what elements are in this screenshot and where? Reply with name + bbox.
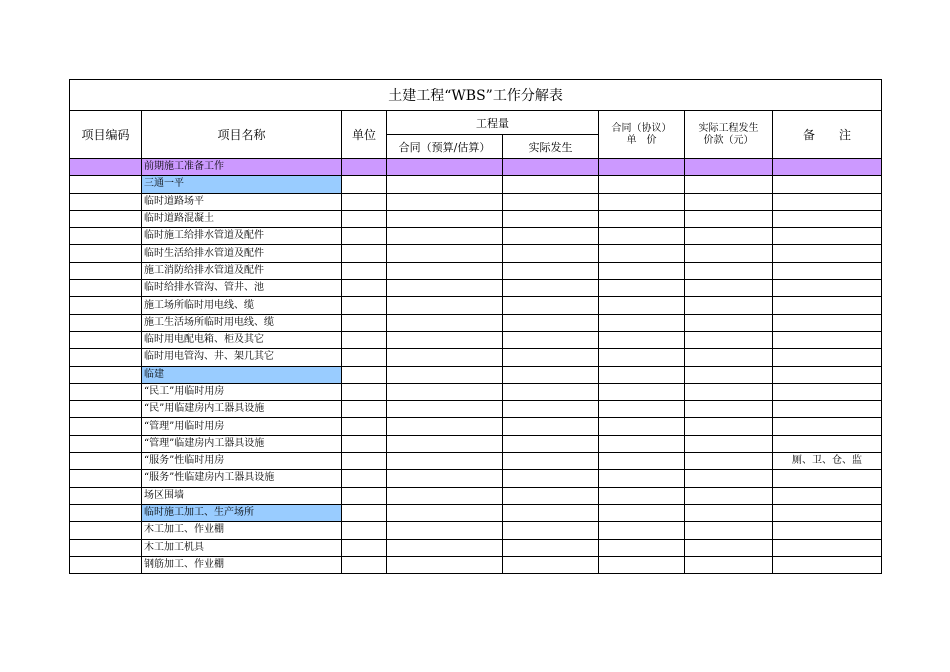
unit-price-cell: [599, 349, 685, 366]
actual-qty-cell: [503, 193, 599, 210]
code-cell: [70, 297, 142, 314]
contract-qty-cell: [387, 435, 503, 452]
code-cell: [70, 487, 142, 504]
actual-qty-cell: [503, 504, 599, 521]
unit-price-cell: [599, 159, 685, 176]
remarks-cell: [773, 539, 882, 556]
remarks-cell: [773, 262, 882, 279]
unit-price-cell: [599, 280, 685, 297]
actual-qty-cell: [503, 245, 599, 262]
name-cell: 临建: [142, 366, 342, 383]
contract-qty-cell: [387, 470, 503, 487]
code-cell: [70, 383, 142, 400]
name-cell: 场区围墙: [142, 487, 342, 504]
actual-qty-cell: [503, 418, 599, 435]
header-actual-cost-line2: 价款（元）: [703, 134, 754, 146]
code-cell: [70, 453, 142, 470]
unit-price-cell: [599, 383, 685, 400]
actual-cost-cell: [685, 331, 773, 348]
actual-cost-cell: [685, 280, 773, 297]
remarks-cell: [773, 228, 882, 245]
name-cell: 临时道路混凝土: [142, 210, 342, 227]
unit-cell: [342, 453, 387, 470]
name-cell: “服务”性临时用房: [142, 453, 342, 470]
table-title: 土建工程“WBS”工作分解表: [70, 80, 882, 111]
code-cell: [70, 366, 142, 383]
table-row: [70, 331, 882, 348]
remarks-cell: [773, 297, 882, 314]
unit-cell: [342, 176, 387, 193]
header-contract-qty: 合同（预算/估算）: [387, 135, 503, 159]
wbs-table: [69, 79, 882, 574]
actual-cost-cell: [685, 383, 773, 400]
contract-qty-cell: [387, 418, 503, 435]
name-cell: 临时施工给排水管道及配件: [142, 228, 342, 245]
unit-price-cell: [599, 314, 685, 331]
actual-cost-cell: [685, 401, 773, 418]
unit-price-cell: [599, 262, 685, 279]
actual-cost-cell: [685, 210, 773, 227]
table-row: [70, 383, 882, 400]
contract-qty-cell: [387, 331, 503, 348]
unit-cell: [342, 487, 387, 504]
actual-qty-cell: [503, 435, 599, 452]
contract-qty-cell: [387, 366, 503, 383]
code-cell: [70, 314, 142, 331]
name-cell: 三通一平: [142, 176, 342, 193]
name-cell: “管理”用临时用房: [142, 418, 342, 435]
remarks-cell: [773, 383, 882, 400]
contract-qty-cell: [387, 210, 503, 227]
actual-qty-cell: [503, 470, 599, 487]
unit-cell: [342, 262, 387, 279]
actual-cost-cell: [685, 522, 773, 539]
code-cell: [70, 435, 142, 452]
code-cell: [70, 262, 142, 279]
actual-cost-cell: [685, 418, 773, 435]
unit-price-cell: [599, 176, 685, 193]
header-unit-price: [599, 111, 685, 159]
actual-cost-cell: [685, 453, 773, 470]
remarks-cell: [773, 487, 882, 504]
actual-cost-cell: [685, 349, 773, 366]
code-cell: [70, 280, 142, 297]
remarks-cell: [773, 435, 882, 452]
unit-cell: [342, 418, 387, 435]
contract-qty-cell: [387, 556, 503, 573]
code-cell: [70, 522, 142, 539]
name-cell: 木工加工机具: [142, 539, 342, 556]
unit-cell: [342, 245, 387, 262]
actual-cost-cell: [685, 193, 773, 210]
name-cell: 临时生活给排水管道及配件: [142, 245, 342, 262]
unit-cell: [342, 383, 387, 400]
actual-qty-cell: [503, 401, 599, 418]
unit-price-cell: [599, 193, 685, 210]
header-code: 项目编码: [70, 111, 142, 159]
table-row: [70, 556, 882, 573]
table-row: [70, 418, 882, 435]
unit-price-cell: [599, 470, 685, 487]
actual-qty-cell: [503, 262, 599, 279]
actual-qty-cell: [503, 522, 599, 539]
unit-price-cell: [599, 228, 685, 245]
contract-qty-cell: [387, 297, 503, 314]
code-cell: [70, 210, 142, 227]
unit-cell: [342, 366, 387, 383]
contract-qty-cell: [387, 262, 503, 279]
unit-cell: [342, 297, 387, 314]
remarks-cell: [773, 159, 882, 176]
actual-cost-cell: [685, 556, 773, 573]
unit-price-cell: [599, 366, 685, 383]
remarks-cell: 厕、卫、仓、监: [773, 453, 882, 470]
remarks-cell: [773, 176, 882, 193]
unit-price-cell: [599, 245, 685, 262]
contract-qty-cell: [387, 193, 503, 210]
actual-qty-cell: [503, 453, 599, 470]
actual-qty-cell: [503, 314, 599, 331]
table-row: [70, 522, 882, 539]
code-cell: [70, 176, 142, 193]
actual-cost-cell: [685, 159, 773, 176]
contract-qty-cell: [387, 245, 503, 262]
name-cell: 施工消防给排水管道及配件: [142, 262, 342, 279]
name-cell: 木工加工、作业棚: [142, 522, 342, 539]
name-cell: “民”用临建房内工器具设施: [142, 401, 342, 418]
actual-qty-cell: [503, 297, 599, 314]
actual-cost-cell: [685, 228, 773, 245]
unit-cell: [342, 435, 387, 452]
contract-qty-cell: [387, 228, 503, 245]
code-cell: [70, 245, 142, 262]
actual-cost-cell: [685, 297, 773, 314]
remarks-cell: [773, 470, 882, 487]
remarks-cell: [773, 331, 882, 348]
actual-cost-cell: [685, 487, 773, 504]
actual-qty-cell: [503, 280, 599, 297]
actual-qty-cell: [503, 539, 599, 556]
header-unit-price-line2: 单 价: [626, 134, 657, 146]
actual-cost-cell: [685, 262, 773, 279]
table-row: [70, 453, 882, 470]
remarks-cell: [773, 280, 882, 297]
unit-cell: [342, 280, 387, 297]
contract-qty-cell: [387, 522, 503, 539]
table-row: [70, 470, 882, 487]
actual-cost-cell: [685, 245, 773, 262]
unit-price-cell: [599, 297, 685, 314]
unit-price-cell: [599, 539, 685, 556]
name-cell: 前期施工准备工作: [142, 159, 342, 176]
header-name: 项目名称: [142, 111, 342, 159]
header-unit: 单位: [342, 111, 387, 159]
unit-cell: [342, 556, 387, 573]
unit-cell: [342, 228, 387, 245]
table-row: [70, 245, 882, 262]
name-cell: 施工场所临时用电线、缆: [142, 297, 342, 314]
name-cell: “管理”临建房内工器具设施: [142, 435, 342, 452]
contract-qty-cell: [387, 280, 503, 297]
contract-qty-cell: [387, 176, 503, 193]
table-row: [70, 159, 882, 176]
code-cell: [70, 539, 142, 556]
actual-cost-cell: [685, 539, 773, 556]
table-row: [70, 435, 882, 452]
actual-qty-cell: [503, 228, 599, 245]
table-row: [70, 314, 882, 331]
code-cell: [70, 193, 142, 210]
name-cell: 施工生活场所临时用电线、缆: [142, 314, 342, 331]
name-cell: 钢筋加工、作业棚: [142, 556, 342, 573]
remarks-cell: [773, 366, 882, 383]
actual-qty-cell: [503, 176, 599, 193]
unit-price-cell: [599, 210, 685, 227]
header-remarks: 备 注: [773, 111, 882, 159]
name-cell: 临时给排水管沟、管井、池: [142, 280, 342, 297]
table-row: [70, 297, 882, 314]
unit-cell: [342, 349, 387, 366]
actual-qty-cell: [503, 487, 599, 504]
unit-price-cell: [599, 435, 685, 452]
name-cell: 临时用电管沟、井、架几其它: [142, 349, 342, 366]
actual-cost-cell: [685, 366, 773, 383]
unit-price-cell: [599, 401, 685, 418]
contract-qty-cell: [387, 383, 503, 400]
code-cell: [70, 504, 142, 521]
unit-cell: [342, 539, 387, 556]
table-row: [70, 193, 882, 210]
contract-qty-cell: [387, 453, 503, 470]
code-cell: [70, 331, 142, 348]
table-row: [70, 176, 882, 193]
unit-cell: [342, 159, 387, 176]
table-row: [70, 262, 882, 279]
table-row: [70, 349, 882, 366]
actual-qty-cell: [503, 349, 599, 366]
unit-cell: [342, 522, 387, 539]
remarks-cell: [773, 193, 882, 210]
actual-cost-cell: [685, 176, 773, 193]
actual-cost-cell: [685, 504, 773, 521]
header-actual-qty: 实际发生: [503, 135, 599, 159]
table-row: [70, 401, 882, 418]
code-cell: [70, 556, 142, 573]
actual-cost-cell: [685, 314, 773, 331]
table-row: [70, 487, 882, 504]
code-cell: [70, 228, 142, 245]
remarks-cell: [773, 210, 882, 227]
unit-price-cell: [599, 331, 685, 348]
table-row: [70, 228, 882, 245]
remarks-cell: [773, 314, 882, 331]
remarks-cell: [773, 556, 882, 573]
code-cell: [70, 401, 142, 418]
actual-qty-cell: [503, 383, 599, 400]
contract-qty-cell: [387, 504, 503, 521]
actual-qty-cell: [503, 366, 599, 383]
unit-cell: [342, 193, 387, 210]
header-actual-cost-line1: 实际工程发生: [698, 122, 759, 134]
table-row: [70, 539, 882, 556]
header-quantity: 工程量: [387, 111, 599, 135]
unit-cell: [342, 504, 387, 521]
name-cell: “服务”性临建房内工器具设施: [142, 470, 342, 487]
unit-price-cell: [599, 522, 685, 539]
remarks-cell: [773, 522, 882, 539]
unit-price-cell: [599, 556, 685, 573]
name-cell: “民工”用临时用房: [142, 383, 342, 400]
table-row: [70, 280, 882, 297]
name-cell: 临时用电配电箱、柜及其它: [142, 331, 342, 348]
unit-cell: [342, 331, 387, 348]
unit-price-cell: [599, 453, 685, 470]
code-cell: [70, 159, 142, 176]
unit-cell: [342, 470, 387, 487]
unit-price-cell: [599, 504, 685, 521]
remarks-cell: [773, 401, 882, 418]
table-row: [70, 504, 882, 521]
unit-price-cell: [599, 487, 685, 504]
contract-qty-cell: [387, 401, 503, 418]
actual-cost-cell: [685, 470, 773, 487]
actual-qty-cell: [503, 159, 599, 176]
unit-cell: [342, 210, 387, 227]
name-cell: 临时道路场平: [142, 193, 342, 210]
table-row: [70, 366, 882, 383]
actual-qty-cell: [503, 210, 599, 227]
contract-qty-cell: [387, 159, 503, 176]
actual-cost-cell: [685, 435, 773, 452]
unit-price-cell: [599, 418, 685, 435]
remarks-cell: [773, 245, 882, 262]
code-cell: [70, 418, 142, 435]
contract-qty-cell: [387, 349, 503, 366]
table-row: [70, 210, 882, 227]
name-cell: 临时施工加工、生产场所: [142, 504, 342, 521]
header-actual-cost: [685, 111, 773, 159]
unit-cell: [342, 401, 387, 418]
contract-qty-cell: [387, 487, 503, 504]
contract-qty-cell: [387, 314, 503, 331]
contract-qty-cell: [387, 539, 503, 556]
actual-qty-cell: [503, 556, 599, 573]
remarks-cell: [773, 349, 882, 366]
unit-cell: [342, 314, 387, 331]
code-cell: [70, 349, 142, 366]
actual-qty-cell: [503, 331, 599, 348]
code-cell: [70, 470, 142, 487]
header-unit-price-line1: 合同（协议）: [611, 122, 672, 134]
remarks-cell: [773, 418, 882, 435]
remarks-cell: [773, 504, 882, 521]
